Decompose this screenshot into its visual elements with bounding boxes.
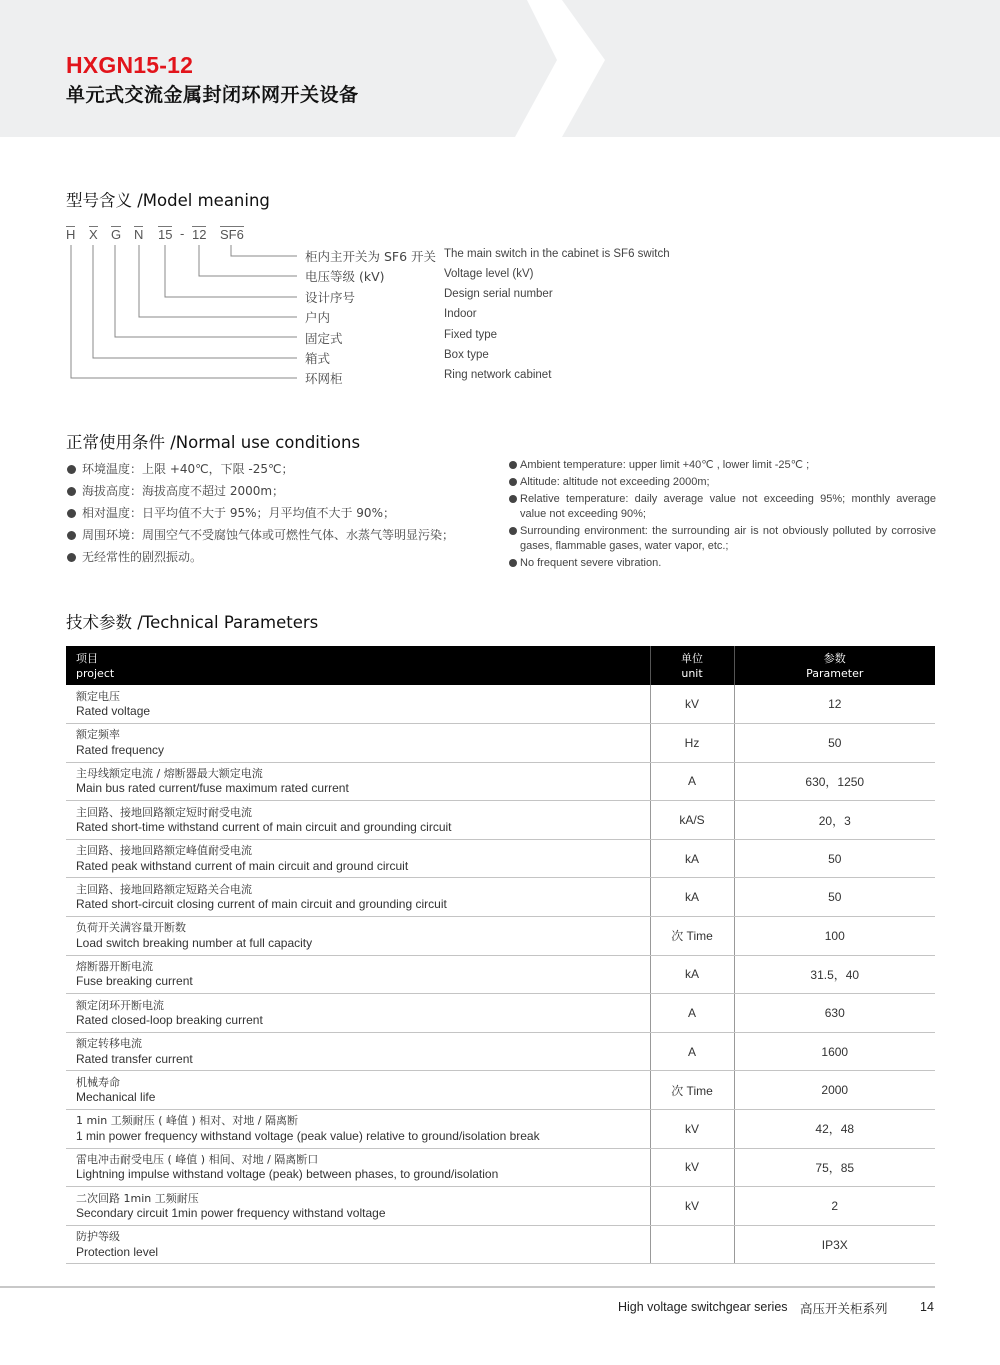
table-row — [66, 994, 935, 1033]
connector-line — [71, 245, 297, 378]
bullet-icon — [67, 487, 76, 496]
project-cn: 额定电压 — [76, 689, 120, 703]
project-en: Rated short-circuit closing current of main circuit and grounding circuit — [76, 897, 447, 912]
cell-project — [66, 878, 650, 917]
condition-item — [508, 475, 936, 490]
cell-unit: A — [650, 994, 734, 1033]
condition-item — [66, 480, 486, 502]
cell-unit: 次 Time — [650, 1071, 734, 1110]
cell-unit: kA — [650, 955, 734, 994]
meaning-en: Box type — [444, 349, 489, 361]
cell-value: 1600 — [734, 1032, 935, 1071]
cell-project — [66, 1225, 650, 1264]
code-part: SF6 — [220, 227, 244, 242]
condition-text: Surrounding environment: the surrounding air is not obviously polluted by corrosive gases, flammable gases, water vapor, etc.; — [520, 525, 936, 552]
condition-text: 海拔高度：海拔高度不超过 2000m； — [82, 484, 285, 498]
cell-unit: kV — [650, 685, 734, 724]
project-en: Rated voltage — [76, 704, 151, 719]
cell-project — [66, 762, 650, 801]
parameters-table — [66, 646, 935, 1264]
condition-item — [508, 492, 936, 522]
table-body — [66, 685, 935, 1264]
footer-series-cn: 高压开关柜系列 — [800, 1301, 888, 1316]
condition-text: Ambient temperature: upper limit +40℃ , lower limit -25℃ ; — [520, 459, 810, 471]
column-header-unit — [650, 646, 734, 685]
cell-project — [66, 1187, 650, 1226]
code-part: 15 — [158, 227, 173, 242]
cell-project — [66, 1110, 650, 1149]
connector-line — [115, 245, 297, 337]
section-title-model-meaning: 型号含义 /Model meaning — [66, 191, 270, 210]
condition-item — [508, 524, 936, 554]
conditions-list-cn — [66, 458, 486, 568]
cell-project — [66, 685, 650, 724]
cell-unit: A — [650, 762, 734, 801]
meaning-en: Design serial number — [444, 288, 553, 300]
cell-project — [66, 724, 650, 763]
condition-item — [66, 458, 486, 480]
conditions-list-en — [508, 458, 936, 573]
connector-line — [139, 245, 297, 317]
section-title-conditions: 正常使用条件 /Normal use conditions — [66, 433, 361, 452]
project-en: Rated closed-loop breaking current — [76, 1013, 263, 1028]
cell-value: 2 — [734, 1187, 935, 1226]
table-row — [66, 878, 935, 917]
table-row — [66, 1225, 935, 1264]
table-row — [66, 1187, 935, 1226]
cell-project — [66, 955, 650, 994]
table-row — [66, 762, 935, 801]
column-header-project — [66, 646, 650, 685]
condition-text: Altitude: altitude not exceeding 2000m; — [520, 476, 710, 488]
cell-value: 50 — [734, 724, 935, 763]
condition-item — [508, 556, 936, 571]
cell-project — [66, 839, 650, 878]
table-row — [66, 1071, 935, 1110]
project-en: Main bus rated current/fuse maximum rated current — [76, 781, 349, 796]
header-en: project — [76, 666, 115, 680]
table-row — [66, 955, 935, 994]
meaning-en: The main switch in the cabinet is SF6 switch — [444, 248, 670, 260]
code-part: G — [111, 227, 122, 242]
table-header-row — [66, 646, 935, 685]
cell-project — [66, 1071, 650, 1110]
project-cn: 二次回路 1min 工频耐压 — [76, 1191, 199, 1205]
project-cn: 1 min 工频耐压 ( 峰值 ) 相对、对地 / 隔离断 — [76, 1114, 299, 1128]
table-row — [66, 1032, 935, 1071]
bullet-icon — [67, 531, 76, 540]
condition-text: No frequent severe vibration. — [520, 557, 662, 569]
cell-project — [66, 1148, 650, 1187]
model-code: HXGN15-12 — [66, 52, 194, 78]
project-en: Secondary circuit 1min power frequency withstand voltage — [76, 1206, 386, 1221]
cell-unit — [650, 1225, 734, 1264]
table-row — [66, 839, 935, 878]
cell-unit: Hz — [650, 724, 734, 763]
cell-project — [66, 917, 650, 956]
section-title-parameters: 技术参数 /Technical Parameters — [66, 613, 319, 632]
header-cn: 项目 — [76, 651, 98, 665]
cell-value: 2000 — [734, 1071, 935, 1110]
project-en: Rated frequency — [76, 742, 165, 757]
bullet-icon — [509, 461, 517, 469]
connector-line — [165, 245, 297, 297]
project-cn: 主回路、接地回路额定短路关合电流 — [76, 882, 252, 896]
table-row — [66, 1148, 935, 1187]
cell-value: 31.5，40 — [734, 955, 935, 994]
bullet-icon — [67, 553, 76, 562]
bullet-icon — [509, 527, 517, 535]
header-cn: 参数 — [823, 651, 846, 665]
cell-value: 42，48 — [734, 1110, 935, 1149]
cell-unit: kV — [650, 1110, 734, 1149]
project-en: Rated peak withstand current of main circuit and ground circuit — [76, 858, 409, 873]
meaning-cn: 固定式 — [305, 331, 343, 346]
project-en: Mechanical life — [76, 1090, 156, 1105]
header-en: Parameter — [806, 666, 864, 680]
condition-text: Relative temperature: daily average value not exceeding 95%; monthly average value not exceeding 90%; — [520, 493, 936, 520]
product-title: 单元式交流金属封闭环网开关设备 — [66, 84, 359, 106]
cell-unit: kV — [650, 1148, 734, 1187]
cell-project — [66, 801, 650, 840]
cell-project — [66, 1032, 650, 1071]
cell-unit: A — [650, 1032, 734, 1071]
connector-line — [93, 245, 297, 358]
code-part: H — [66, 227, 76, 242]
meaning-cn: 环网柜 — [305, 371, 343, 386]
meaning-cn: 箱式 — [305, 351, 331, 366]
cell-value: IP3X — [734, 1225, 935, 1264]
cell-value: 630 — [734, 994, 935, 1033]
cell-unit: 次 Time — [650, 917, 734, 956]
meaning-en: Ring network cabinet — [444, 369, 552, 381]
project-en: Protection level — [76, 1244, 159, 1259]
cell-value: 50 — [734, 839, 935, 878]
table-row — [66, 917, 935, 956]
meaning-cn: 户内 — [305, 310, 331, 325]
header-cn: 单位 — [681, 651, 703, 665]
condition-text: 环境温度：上限 +40℃，下限 -25℃； — [82, 462, 294, 476]
cell-value: 20，3 — [734, 801, 935, 840]
project-cn: 额定转移电流 — [76, 1037, 142, 1051]
bullet-icon — [67, 465, 76, 474]
cell-unit: kV — [650, 1187, 734, 1226]
project-cn: 额定频率 — [76, 728, 120, 742]
cell-value: 50 — [734, 878, 935, 917]
project-cn: 主回路、接地回路额定峰值耐受电流 — [76, 844, 252, 858]
meaning-en: Fixed type — [444, 329, 498, 341]
project-en: Fuse breaking current — [76, 974, 193, 989]
project-cn: 主回路、接地回路额定短时耐受电流 — [76, 805, 252, 819]
project-en: Lightning impulse withstand voltage (peak) between phases, to ground/isolation — [76, 1167, 499, 1182]
project-cn: 熔断器开断电流 — [76, 959, 153, 973]
connector-line — [231, 245, 297, 256]
cell-value: 100 — [734, 917, 935, 956]
cell-value: 12 — [734, 685, 935, 724]
header-en: unit — [681, 666, 703, 680]
condition-text: 周围环境：周围空气不受腐蚀气体或可燃性气体、水蒸气等明显污染； — [82, 528, 455, 542]
condition-item — [508, 458, 936, 473]
page-number: 14 — [920, 1300, 934, 1314]
project-cn: 负荷开关满容量开断数 — [76, 921, 186, 935]
project-cn: 机械寿命 — [76, 1075, 120, 1089]
project-en: 1 min power frequency withstand voltage (peak value) relative to ground/isolation break — [76, 1128, 540, 1143]
meaning-cn: 柜内主开关为 SF6 开关 — [305, 249, 437, 264]
project-cn: 雷电冲击耐受电压 ( 峰值 ) 相间、对地 / 隔离断口 — [76, 1152, 319, 1166]
bullet-icon — [509, 478, 517, 486]
bullet-icon — [67, 509, 76, 518]
cell-unit: kA/S — [650, 801, 734, 840]
condition-item — [66, 546, 486, 568]
meaning-en: Voltage level (kV) — [444, 268, 534, 280]
code-separator: - — [180, 226, 185, 241]
footer-series-en: High voltage switchgear series — [618, 1300, 788, 1314]
table-row — [66, 724, 935, 763]
cell-project — [66, 994, 650, 1033]
cell-unit: kA — [650, 878, 734, 917]
condition-text: 相对温度：日平均值不大于 95%；月平均值不大于 90%； — [82, 506, 395, 520]
project-en: Rated transfer current — [76, 1051, 193, 1066]
project-en: Rated short-time withstand current of main circuit and grounding circuit — [76, 820, 452, 835]
condition-item — [66, 502, 486, 524]
table-row — [66, 801, 935, 840]
cell-value: 75，85 — [734, 1148, 935, 1187]
cell-value: 630，1250 — [734, 762, 935, 801]
project-en: Load switch breaking number at full capacity — [76, 935, 313, 950]
bullet-icon — [509, 559, 517, 567]
condition-text: 无经常性的剧烈振动。 — [82, 550, 203, 564]
code-part: N — [134, 227, 144, 242]
connector-line — [199, 245, 297, 276]
footer-divider — [0, 1286, 935, 1288]
table-row — [66, 1110, 935, 1149]
meaning-en: Indoor — [444, 308, 477, 320]
column-header-parameter — [734, 646, 935, 685]
code-part: X — [89, 227, 98, 242]
condition-item — [66, 524, 486, 546]
cell-unit: kA — [650, 839, 734, 878]
table-row — [66, 685, 935, 724]
code-part: 12 — [192, 227, 207, 242]
meaning-cn: 电压等级 (kV) — [305, 269, 385, 284]
meaning-cn: 设计序号 — [305, 290, 356, 305]
project-cn: 防护等级 — [76, 1230, 120, 1244]
bullet-icon — [509, 495, 517, 503]
project-cn: 主母线额定电流 / 熔断器最大额定电流 — [76, 766, 263, 780]
project-cn: 额定闭环开断电流 — [76, 998, 164, 1012]
